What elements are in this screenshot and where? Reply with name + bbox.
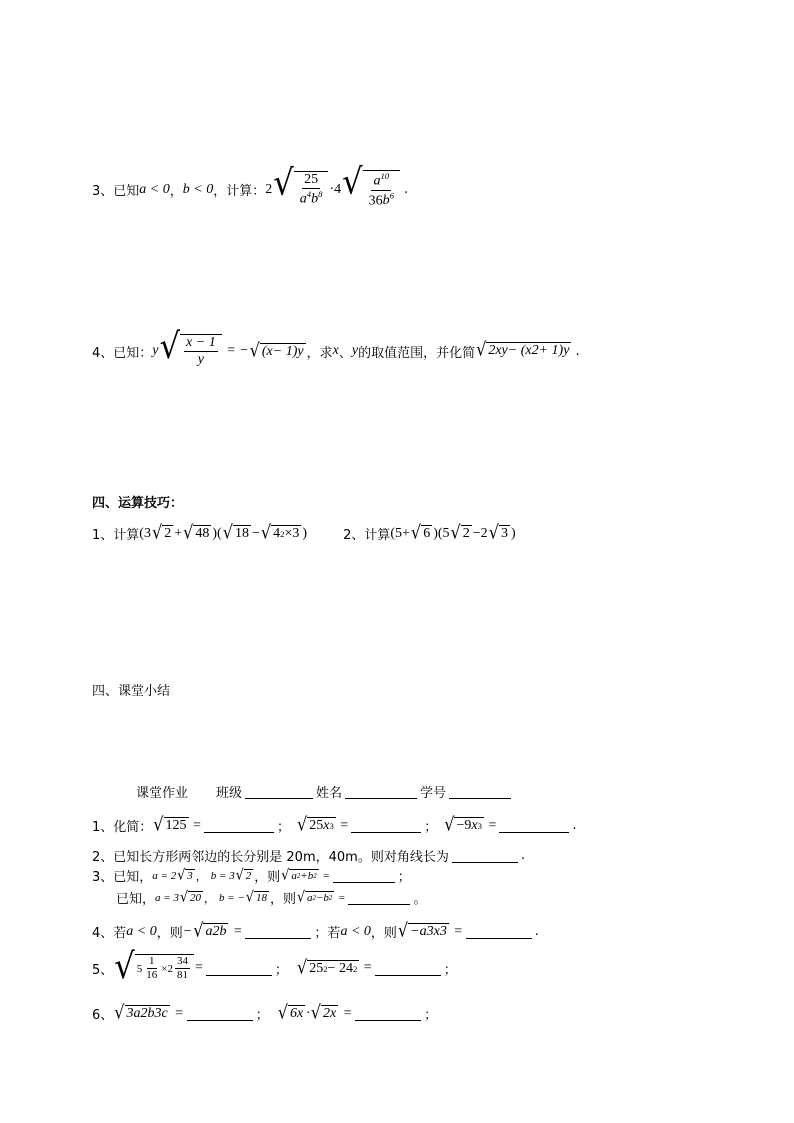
skill1-expression: (3 √ 2 + √ 48 )( √ 18 − √ 4 2 ×3 ) <box>139 521 308 544</box>
hw1-answer-2[interactable] <box>351 818 421 833</box>
hw5-answer-1[interactable] <box>206 961 272 976</box>
homework-header: 课堂作业 班级 姓名 学号 <box>136 782 514 801</box>
homework-6: 6、 √ 3 a 2 b 3 c = ； √ 6 x · √ 2 x = ； <box>92 1001 438 1024</box>
q4-equation: y √ $\frac{x - 1}{y}$ = − √ ( x − 1) y <box>152 324 304 368</box>
hw6-answer-1[interactable] <box>187 1006 253 1021</box>
class-field[interactable] <box>245 784 313 799</box>
student-id-field[interactable] <box>449 784 511 799</box>
skill-problems: 1、计算 (3 √ 2 + √ 48 )( √ 18 − √ 4 2 ×3 ) 2、计算 (5+ √ 6 )(5 √ 2 −2 √ 3 ) <box>92 521 516 544</box>
q3-expression: 2 √ $\frac{25}{a^4b^8}$ ·4 √ $\frac{a^{10}}{36b^6}$ <box>265 170 401 210</box>
hw6-answer-2[interactable] <box>355 1006 421 1021</box>
name-field[interactable] <box>345 784 417 799</box>
question-3: 3、 已知 a < 0 ， b < 0 ，计算： 2 √ $\frac{25}{a^4b^8}$ ·4 √ $\frac{a^{10}}{36b^6}$ . <box>92 160 409 209</box>
hw1-answer-3[interactable] <box>499 818 569 833</box>
q4-number: 4、 <box>92 345 114 361</box>
homework-1: 1、化简： √ 125 = ； √ 25 x 3 = ； √ −9 x 3 = . <box>92 813 577 836</box>
hw2-answer[interactable] <box>452 848 518 863</box>
hw3-answer-1[interactable] <box>333 868 395 883</box>
homework-4: 4、若 a < 0 ，则 − √ a 2 b = ；若 a < 0 ，则 √ − a 3 x 3 = . <box>92 919 539 942</box>
hw5-answer-2[interactable] <box>375 961 441 976</box>
homework-3: 3、已知， a = 2 √ 3 ， b = 3 √ 2 ，则 √ a 2 + b 2 = ； <box>92 865 411 885</box>
homework-2: 2、已知长方形两邻边的长分别是 20m，40m。则对角线长为 . <box>92 848 525 865</box>
hw1-answer-1[interactable] <box>204 818 274 833</box>
hw3-answer-2[interactable] <box>348 890 410 905</box>
question-4: 4、 已知： y √ $\frac{x - 1}{y}$ = − √ ( x − 1) y ，求 x 、 y 的取值范围，并化简 √ 2 xy − ( x 2 + 1) y . <box>92 324 580 368</box>
section-skills-title: 四、运算技巧： <box>92 496 184 511</box>
skill2-expression: (5+ √ 6 )(5 √ 2 −2 √ 3 ) <box>390 521 516 544</box>
hw4-answer-1[interactable] <box>245 924 311 939</box>
q3-cond-a: a < 0 <box>139 181 170 197</box>
hw4-answer-2[interactable] <box>466 924 532 939</box>
homework-5: 5、 √ 5 $\frac{1}{16}$ ×2 $\frac{34}{81}$ = ； √ 25 2 − 24 2 = ； <box>92 945 457 987</box>
q4-simplify-expr: √ 2 xy − ( x 2 + 1) y <box>476 338 570 361</box>
homework-3-part-2: 已知， a = 3 √ 20 ， b = − √ 18 ，则 √ a 2 − b 2 = 。 <box>116 887 427 907</box>
q3-number: 3、 <box>92 184 114 200</box>
section-summary-title: 四、课堂小结 <box>92 684 171 699</box>
q3-text: 已知 <box>113 184 140 200</box>
q3-cond-b: b < 0 <box>182 181 214 197</box>
